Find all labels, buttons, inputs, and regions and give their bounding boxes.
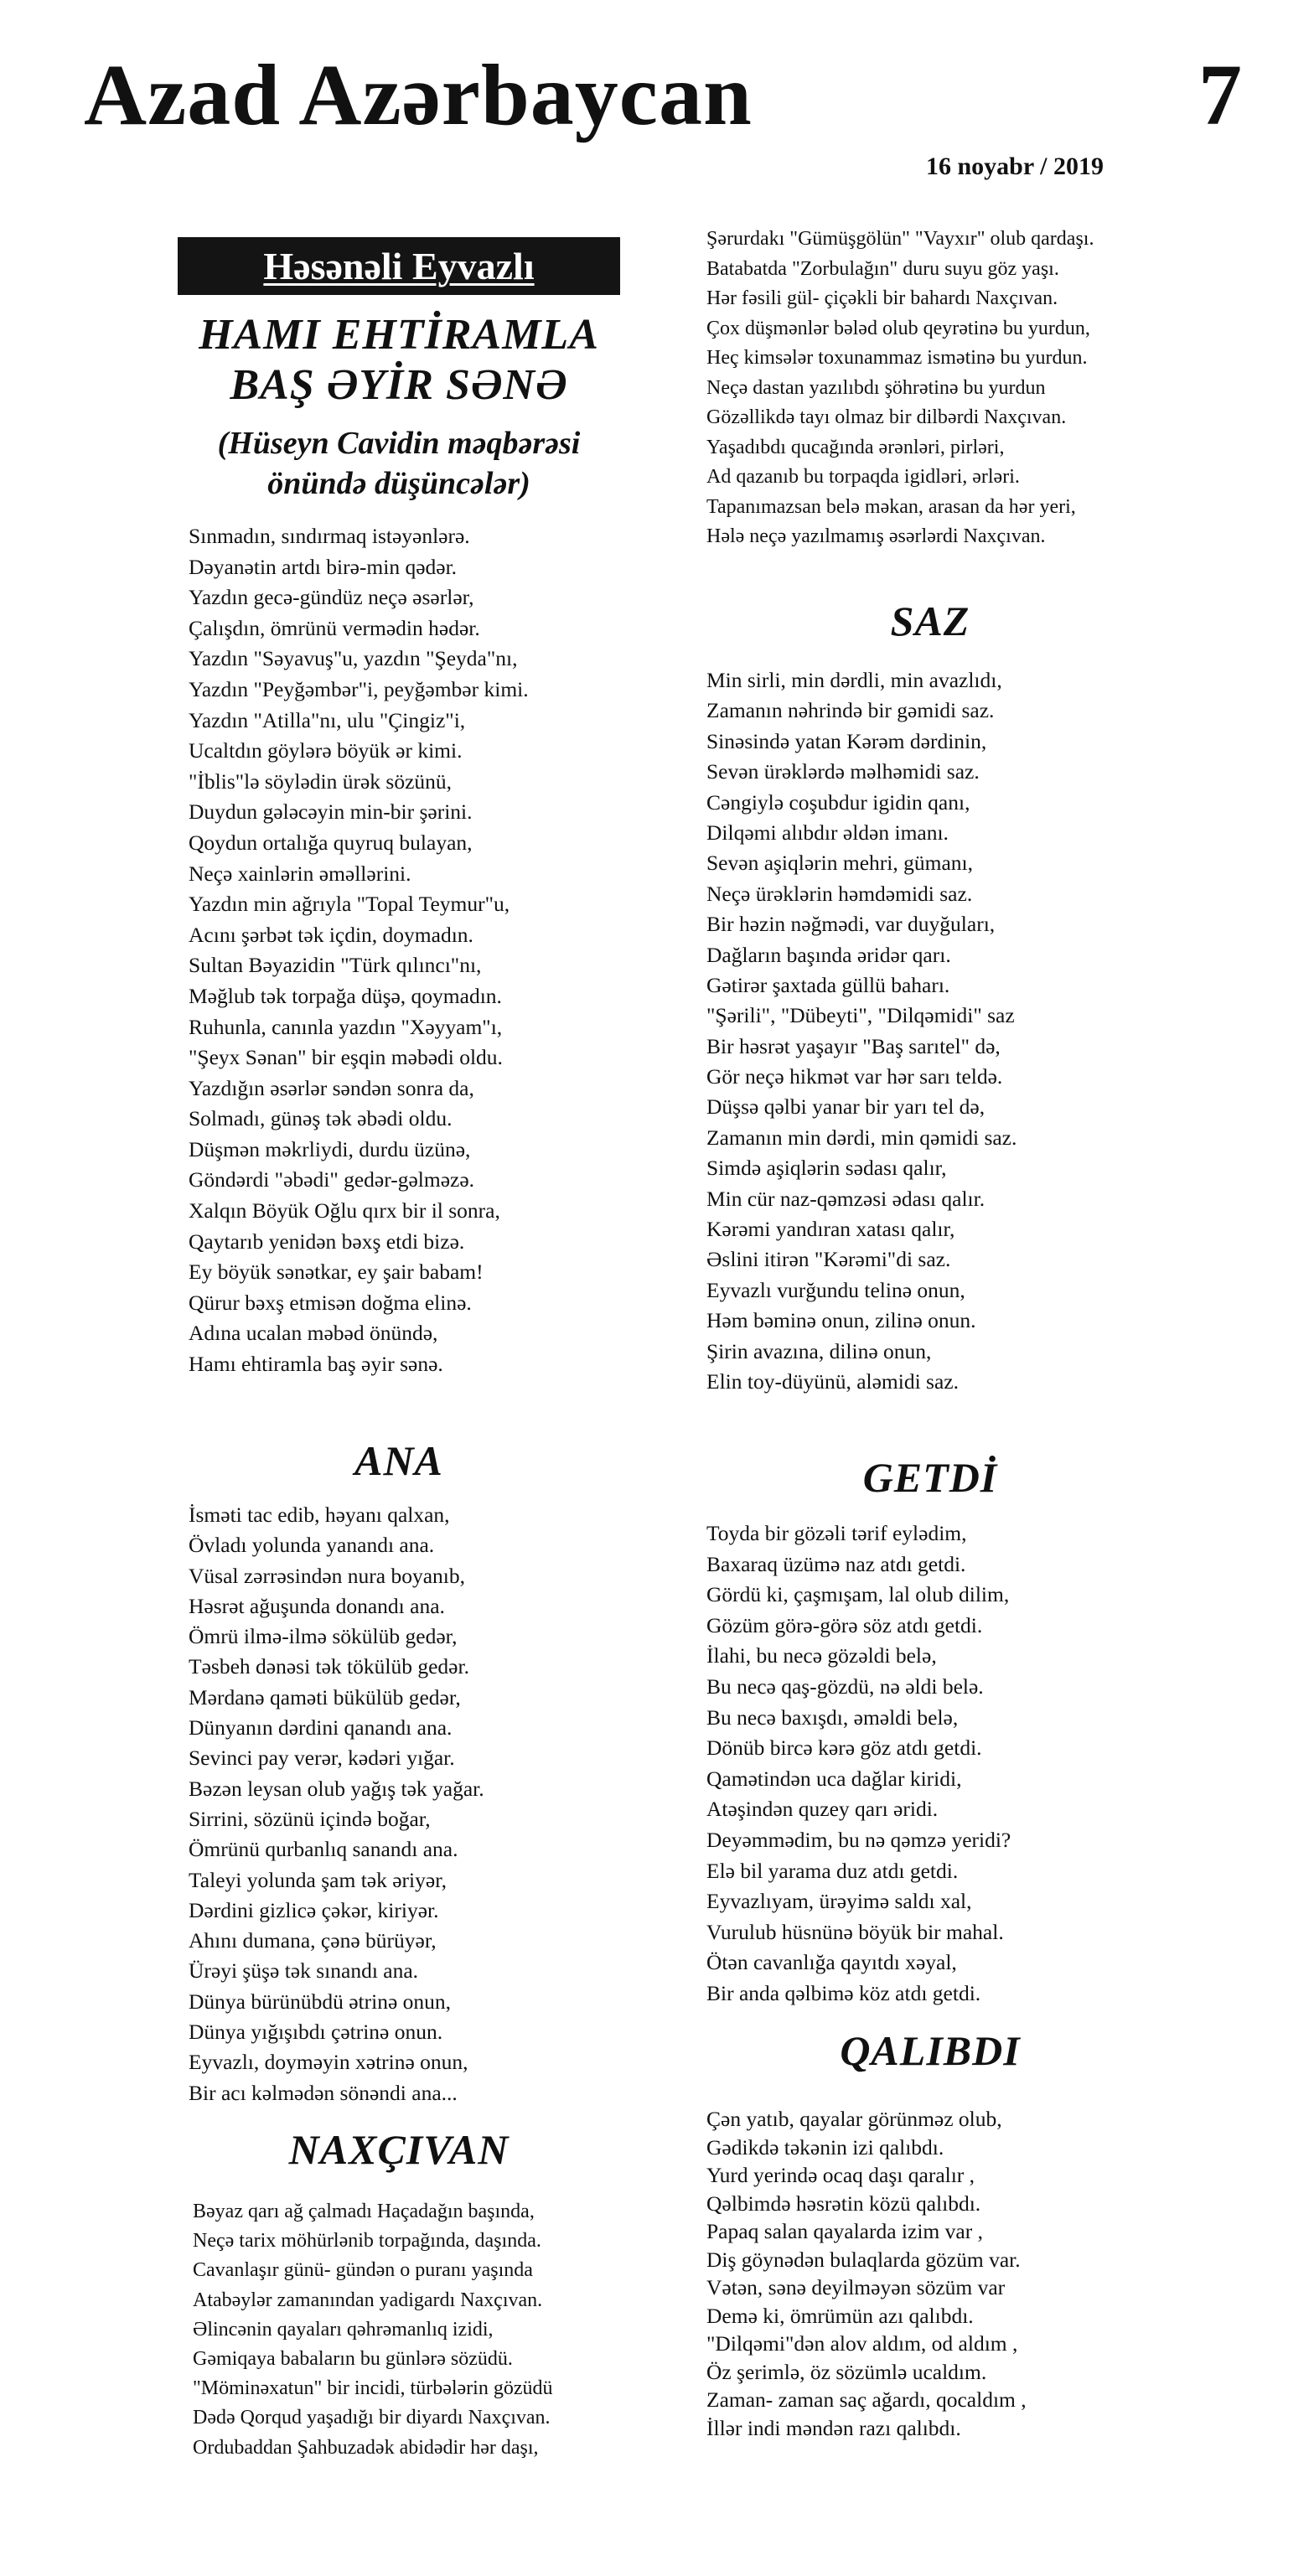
poem-line: Dərdini gizlicə çəkər, kiriyər. [189,1897,439,1922]
poem-line: Vurulub hüsnünə böyük bir mahal. [706,1919,1004,1944]
poem-line: Ordubaddan Şahbuzadək abidədir hər daşı, [193,2436,539,2459]
poem-title-qalibdi: QALIBDI [840,2027,1021,2074]
poem-line: Bir həzin nəğmədi, var duyğuları, [706,912,996,937]
poem-line: Ey böyük sənətkar, ey şair babam! [189,1260,484,1285]
poem-line: Zaman- zaman saç ağardı, qocaldım , [706,2387,1027,2412]
poem-line: Həsrət ağuşunda donandı ana. [189,1593,445,1618]
poem-line: Sevən ürəklərdə məlhəmidi saz. [706,759,980,784]
poem-line: Qaytarıb yenidən bəxş etdi bizə. [189,1229,465,1254]
poem-line: Yazdığın əsərlər səndən sonra da, [189,1075,474,1100]
newspaper-masthead: Azad Azərbaycan [84,47,753,143]
poem-line: Gözüm görə-görə söz atdı getdi. [706,1612,983,1637]
poem-line: Yazdın "Səyavuş"u, yazdın "Şeyda"nı, [189,646,518,671]
poem-line: Neçə xainlərin əməllərini. [189,861,411,886]
poem-line: "Dilqəmi"dən alov aldım, od aldım , [706,2331,1018,2356]
poem-line: Dilqəmi alıbdır əldən imanı. [706,820,949,845]
poem-line: Göndərdi "əbədi" gedər-gəlməzə. [189,1167,475,1192]
poem-line: "İblis"lə söylədin ürək sözünü, [189,768,453,794]
author-banner [178,237,620,295]
poem-line: İllər indi məndən razı qalıbdı. [706,2415,961,2440]
poem-line: Toyda bir gözəli tərif eylədim, [706,1521,967,1545]
poem-line: Solmadı, günəş tək əbədi oldu. [189,1106,453,1131]
poem-line: Dünya bürünübdü ətrinə onun, [189,1989,452,2014]
poem-line: Yaşadıbdı qucağında ərənləri, pirləri, [706,436,1005,458]
poem-line: Ad qazanıb bu torpaqda igidləri, ərləri. [706,466,1020,488]
poem-line: Sultan Bəyazidin "Türk qılıncı"nı, [189,953,482,978]
poem-line: Ömrünü qurbanlıq sanandı ana. [189,1837,458,1862]
poem-line: Papaq salan qayalarda izim var , [706,2219,983,2243]
poem-line: Dəyanətin artdı birə-min qədər. [189,554,458,579]
poem-line: Min sirli, min dərdli, min avazlıdı, [706,668,1002,692]
poem-getdi [706,1518,1011,2010]
poem-cavid [189,521,529,1380]
poem-line: Atəşindən quzey qarı əridi. [706,1797,939,1822]
poem-line: Gədikdə təkənin izi qalıbdı. [706,2134,944,2160]
poem-line: Zamanın min dərdi, min qəmidi saz. [706,1125,1017,1150]
poem-line: Atabəylər zamanından yadigardı Naxçıvan. [193,2289,543,2311]
poem-line: Diş göynədən bulaqlarda gözüm var. [706,2247,1021,2272]
poem-line: Elə bil yarama duz atdı getdi. [706,1858,959,1883]
poem-line: İsməti tac edib, həyanı qalxan, [189,1503,450,1527]
poem-line: Eyvazlıyam, ürəyimə saldı xal, [706,1889,972,1914]
poem-line: Sevinci pay verər, kədəri yığar. [189,1746,455,1771]
poem-line: Cəngiylə coşubdur igidin qanı, [706,789,970,815]
poem-line: Vüsal zərrəsindən nura boyanıb, [189,1563,465,1588]
poem-line: Dağların başında əridər qarı. [706,942,951,967]
poem-line: Təsbeh dənəsi tək tökülüb gedər. [189,1654,469,1679]
poem-title-getdi: GETDİ [862,1454,998,1501]
issue-date: 16 noyabr / 2019 [926,153,1104,180]
poem-line: Bu necə baxışdı, əməldi belə, [706,1704,959,1730]
poem-line: Zamanın nəhrində bir gəmidi saz. [706,698,995,723]
poem-title-ana: ANA [354,1437,443,1484]
poem-saz [706,665,1017,1397]
poem-line: Hamı ehtiramla baş əyir sənə. [189,1352,443,1377]
poem-line: Çox düşmənlər bələd olub qeyrətinə bu yurdun, [706,317,1090,339]
poem-line: Neçə dastan yazılıbdı şöhrətinə bu yurdun [706,376,1046,399]
poem-line: Yurd yerində ocaq daşı qaralır , [706,2163,975,2187]
poem-line: Əslini itirən "Kərəmi"di saz. [706,1247,951,1272]
poem-line: Övladı yolunda yanandı ana. [189,1533,435,1558]
poem-line: Qamətindən uca dağlar kiridi, [706,1766,962,1791]
page-number: 7 [1198,47,1242,143]
poem-line: Ürəyi şüşə tək sınandı ana. [189,1958,419,1984]
article-title [178,310,620,411]
poem-line: Bəyaz qarı ağ çalmadı Haçadağın başında, [193,2201,535,2222]
poem-line: Gör neçə hikmət var hər sarı teldə. [706,1064,1003,1089]
poem-line: Əlincənin qayaları qəhrəmanlıq izidi, [193,2318,494,2341]
poem-line: Həm bəminə onun, zilinə onun. [706,1308,976,1333]
poem-line: Cavanlaşır günü- gündən o puranı yaşında [193,2259,533,2282]
poem-line: Adına ucalan məbəd önündə, [189,1321,438,1346]
poem-ana [189,1500,484,2108]
poem-line: Dədə Qorqud yaşadığı bir diyardı Naxçıvan. [193,2407,551,2429]
poem-line: "Şeyx Sənan" bir eşqin məbədi oldu. [189,1045,503,1070]
poem-line: Bu necə qaş-gözdü, nə əldi belə. [706,1673,984,1699]
poem-line: Gətirər şaxtada güllü baharı. [706,972,950,997]
poem-line: Hər fəsili gül- çiçəkli bir bahardı Naxçıvan. [706,287,1058,309]
poem-line: Düşmən məkrliydi, durdu üzünə, [189,1136,471,1161]
poem-line: Yazdın min ağrıyla "Topal Teymur"u, [189,892,510,917]
poem-line: Bir acı kəlmədən sönəndi ana... [189,2080,458,2105]
poem-line: Vətən, sənə deyilməyən sözüm var [706,2275,1006,2299]
poem-line: Neçə ürəklərin həmdəmidi saz. [706,881,973,906]
poem-line: Min cür naz-qəmzəsi ədası qalır. [706,1186,986,1211]
poem-line: Ucaltdın göylərə böyük ər kimi. [189,738,463,763]
poem-line: Sirrini, sözünü içində boğar, [189,1806,431,1831]
poem-line: Bir anda qəlbimə köz atdı getdi. [706,1980,981,2005]
poem-line: Sinəsində yatan Kərəm dərdinin, [706,728,987,753]
poem-naxcivan-part1 [193,2197,553,2463]
poem-line: Sevən aşiqlərin mehri, gümanı, [706,851,973,876]
poem-line: Qürur bəxş etmisən doğma elinə. [189,1290,472,1315]
poem-line: Öz şerimlə, öz sözümlə ucaldım. [706,2359,987,2384]
author-name: Həsənəli Eyvazlı [263,245,535,287]
poem-line: "Möminəxatun" bir incidi, türbələrin gözüdü [193,2377,553,2400]
title-line: BAŞ ƏYİR SƏNƏ [230,361,568,409]
poem-line: Şirin avazına, dilinə onun, [706,1338,932,1363]
article-subtitle [178,423,620,504]
poem-line: Ruhunla, canınla yazdın "Xəyyam"ı, [189,1014,503,1039]
poem-line: Şərurdakı "Gümüşgölün" "Vayxır" olub qardaşı. [706,228,1094,250]
poem-line: İlahi, bu necə gözəldi belə, [706,1643,937,1668]
poem-line: Məğlub tək torpağa düşə, qoymadın. [189,983,502,1008]
poem-line: Bəzən leysan olub yağış tək yağar. [189,1776,484,1801]
poem-line: Dünyanın dərdini qanandı ana. [189,1715,453,1741]
poem-title-saz: SAZ [890,597,970,644]
poem-line: Gəmiqaya babaların bu günlərə sözüdü. [193,2347,513,2370]
poem-line: Batabatda "Zorbulağın" duru suyu göz yaşı. [706,257,1059,280]
poem-line: Ötən cavanlığa qayıtdı xəyal, [706,1950,957,1975]
poem-naxcivan-part2 [706,225,1094,552]
poem-line: Çən yatıb, qayalar görünməz olub, [706,2107,1002,2131]
poem-line: Xalqın Böyük Oğlu qırx bir il sonra, [189,1198,500,1223]
subtitle-line: önündə düşüncələr) [267,466,530,501]
poem-line: Neçə tarix möhürlənib torpağında, daşında. [193,2230,541,2253]
poem-line: Gözəllikdə tayı olmaz bir dilbərdi Naxçıvan. [706,406,1067,428]
poem-line: Sınmadın, sındırmaq istəyənlərə. [189,524,470,548]
poem-line: Heç kimsələr toxunammaz ismətinə bu yurdun. [706,347,1088,369]
poem-line: Dünya yığışıbdı çətrinə onun. [189,2020,443,2045]
poem-line: Deyəmmədim, bu nə qəmzə yeridi? [706,1827,1011,1852]
poem-line: Yazdın "Atilla"nı, ulu "Çingiz"i, [189,707,466,732]
poem-line: Demə ki, ömrümün azı qalıbdı. [706,2303,974,2328]
poem-title-naxcivan: NAXÇIVAN [288,2126,510,2173]
poem-line: Çalışdın, ömrünü vermədin hədər. [189,615,480,640]
subtitle-line: (Hüseyn Cavidin məqbərəsi [217,426,581,461]
poem-line: Bir həsrət yaşayır "Baş sarıtel" də, [706,1033,1001,1058]
poem-line: Tapanımazsan belə məkan, arasan da hər yeri, [706,495,1076,518]
poem-line: Mərdanə qaməti bükülüb gedər, [189,1684,461,1710]
poem-line: "Şərili", "Dübeyti", "Dilqəmidi" saz [706,1003,1015,1028]
poem-line: Kərəmi yandıran xatası qalır, [706,1217,955,1242]
poem-line: Gördü ki, çaşmışam, lal olub dilim, [706,1582,1010,1607]
poem-line: Qoydun ortalığa quyruq bulayan, [189,830,473,855]
poem-line: Dönüb bircə kərə göz atdı getdi. [706,1735,982,1761]
poem-line: Duydun gələcəyin min-bir şərini. [189,799,473,825]
poem-line: Yazdın "Peyğəmbər"i, peyğəmbər kimi. [189,676,529,701]
poem-line: Acını şərbət tək içdin, doymadın. [189,922,473,947]
poem-line: Qəlbimdə həsrətin közü qalıbdı. [706,2191,981,2216]
poem-line: Baxaraq üzümə naz atdı getdi. [706,1551,966,1576]
poem-line: Ömrü ilmə-ilmə sökülüb gedər, [189,1624,458,1649]
poem-line: Simdə aşiqlərin sədası qalır, [706,1156,947,1181]
poem-line: Elin toy-düyünü, aləmidi saz. [706,1368,959,1394]
title-line: HAMI EHTİRAMLA [199,311,599,359]
poem-line: Eyvazlı, doyməyin xətrinə onun, [189,2050,468,2075]
poem-line: Taleyi yolunda şam tək əriyər, [189,1867,447,1892]
poem-line: Hələ neçə yazılmamış əsərlərdi Naxçıvan. [706,525,1046,547]
poem-line: Düşsə qəlbi yanar bir yarı tel də, [706,1094,986,1120]
poem-line: Yazdın gecə-gündüz neçə əsərlər, [189,585,474,610]
poem-line: Eyvazlı vurğundu telinə onun, [706,1277,965,1302]
poem-line: Ahını dumana, çənə bürüyər, [189,1928,437,1953]
poem-qalibdi [706,2105,1027,2442]
